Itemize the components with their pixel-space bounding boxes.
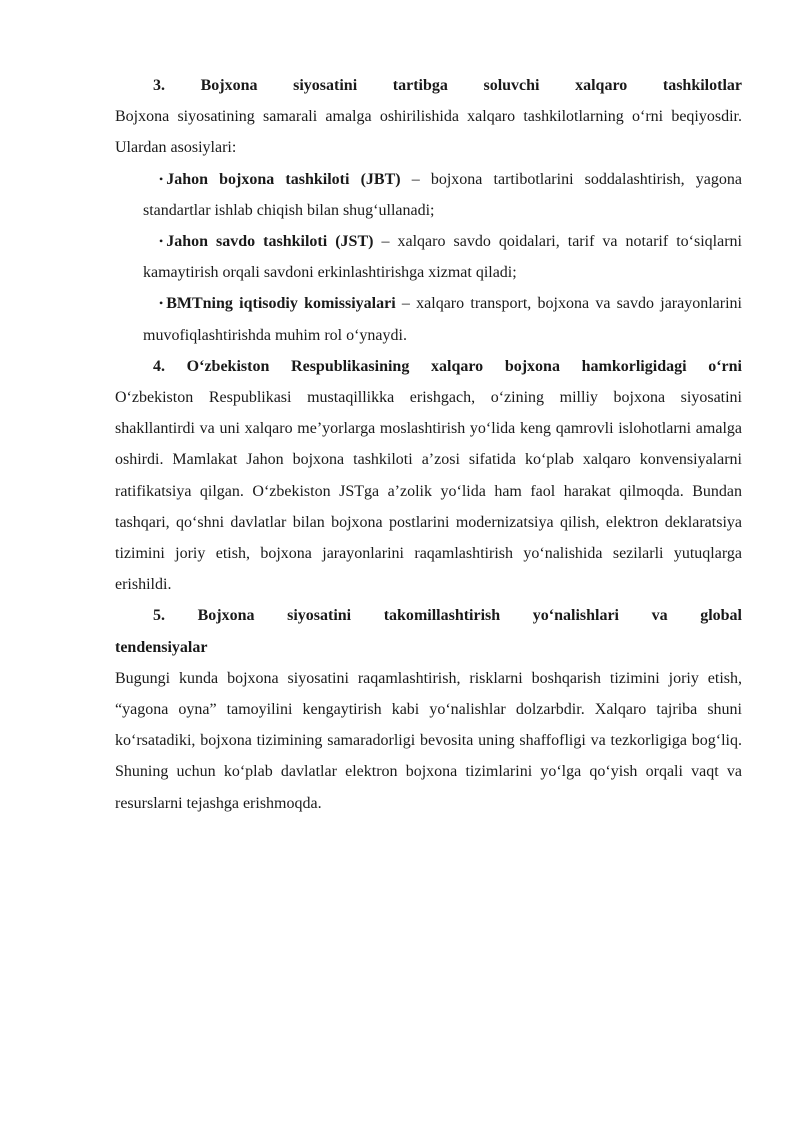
list-item-jbt bbox=[143, 164, 742, 226]
section-5-heading: 5. Bojxona siyosatini takomillashtirish yo‘nalishlari va global bbox=[153, 607, 742, 625]
list-item-bmt bbox=[143, 288, 742, 350]
list-item-text: – xalqaro transport, bojxona va savdo jarayonlarini muvofiqlashtirishda muhim rol o‘ynaydi. bbox=[143, 295, 743, 344]
list-item-text: – bojxona tartibotlarini soddalashtirish, yagona standartlar ishlab chiqish bilan shug‘ullanadi; bbox=[143, 170, 743, 219]
list-item-term: Jahon savdo tashkiloti (JST) bbox=[166, 233, 374, 251]
section-3-heading: 3. Bojxona siyosatini tartibga soluvchi xalqaro tashkilotlar bbox=[153, 77, 742, 94]
list-item-term: Jahon bojxona tashkiloti (JBT) bbox=[166, 170, 401, 188]
bullet-icon: • bbox=[159, 171, 164, 186]
list-item-term: BMTning iqtisodiy komissiyalari bbox=[166, 295, 396, 313]
section-4-heading: 4. O‘zbekiston Respublikasining xalqaro bojxona hamkorligidagi o‘rni bbox=[153, 357, 742, 375]
bullet-icon: • bbox=[159, 234, 164, 249]
section-5-heading-continued: tendensiyalar bbox=[115, 638, 208, 656]
section-3-intro: Bojxona siyosatining samarali amalga oshirilishida xalqaro tashkilotlarning o‘rni beqiyosdir. Ulardan asosiylari: bbox=[115, 108, 742, 157]
section-5-body: Bugungi kunda bojxona siyosatini raqamlashtirish, risklarni boshqarish tizimini joriy etish, “yagona oyna” tamoyilini kengaytirish kabi yo‘nalishlar dolzarbdir. Xalqaro tajriba shuni ko‘rsatadiki, bojxona tizimining samaradorligi bevosita uning shaffofligi va tezkorligiga bog‘liq. Shuning uchun ko‘plab davlatlar elektron bojxona tizimlarini yo‘lga qo‘yish orqali vaqt va resurslarni tejashga erishmoqda. bbox=[115, 669, 742, 812]
section-4-body: O‘zbekiston Respublikasi mustaqillikka erishgach, o‘zining milliy bojxona siyosatini shakllantirdi va uni xalqaro me’yorlarga moslashtirish yo‘lida keng qamrovli islohotlarni amalga oshirdi. Mamlakat Jahon bojxona tashkiloti a’zosi sifatida ko‘plab xalqaro konvensiyalarni ratifikatsiya qilgan. O‘zbekiston JSTga a’zolik yo‘lida ham faol harakat qilmoqda. Bundan tashqari, qo‘shni davlatlar bilan bojxona postlarini modernizatsiya qilish, elektron deklaratsiya tizimini joriy etish, bojxona jarayonlarini raqamlashtirish yo‘nalishida sezilarli yutuqlarga erishildi. bbox=[115, 389, 742, 594]
list-item-text: – xalqaro savdo qoidalari, tarif va notarif to‘siqlarni kamaytirish orqali savdoni erkinlashtirishga xizmat qiladi; bbox=[143, 233, 742, 282]
document-page bbox=[115, 70, 742, 819]
bullet-icon: • bbox=[159, 296, 164, 311]
list-item-jst bbox=[143, 226, 742, 288]
